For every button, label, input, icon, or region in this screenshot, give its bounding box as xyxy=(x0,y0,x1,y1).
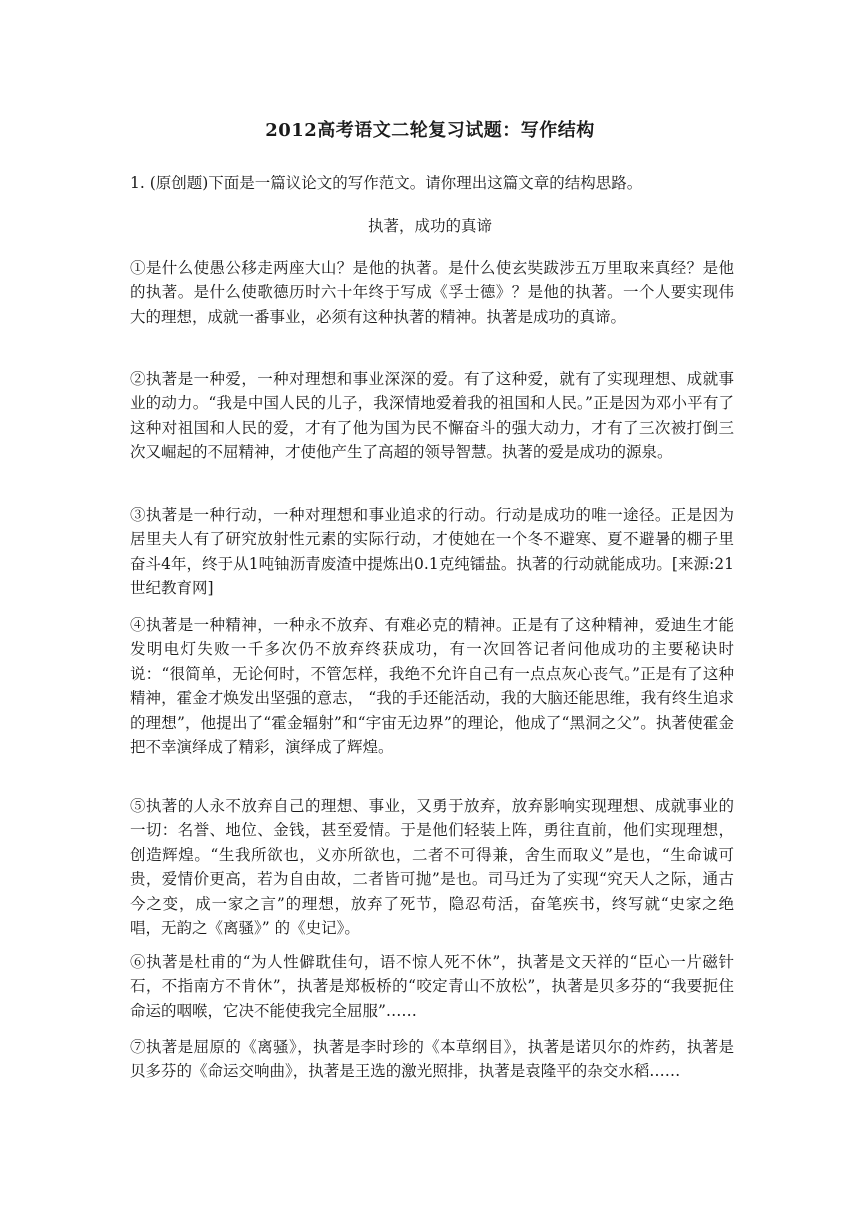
document-title: 2012高考语文二轮复习试题：写作结构 xyxy=(265,120,595,141)
question-prompt: 1. (原创题)下面是一篇议论文的写作范文。请你理出这篇文章的结构思路。 xyxy=(130,174,643,192)
essay-paragraph-4: ④执著是一种精神，一种永不放弃、有难必克的精神。正是有了这种精神，爱迪生才能发明电灯失败一千多次仍不放弃终获成功，有一次回答记者问他成功的主要秘诀时说：“很简单，无论何时，不管怎样，我绝不允许自己有一点点灰心丧气。”正是有了这种精神，霍金才焕发出坚强的意志， “我的手还能活动，我的大脑还能思维，我有终生追求的理想”，他提出了“霍金辐射”和“宇宙无边界”的理论，他成了“黑洞之父”。执著使霍金把不幸演绎成了精彩，演绎成了辉煌。 xyxy=(130,616,734,757)
essay-paragraph-5: ⑤执著的人永不放弃自己的理想、事业，又勇于放弃，放弃影响实现理想、成就事业的一切：名誉、地位、金钱，甚至爱情。于是他们轻装上阵，勇往直前，他们实现理想，创造辉煌。“生我所欲也，义亦所欲也，二者不可得兼，舍生而取义”是也，“生命诚可贵，爱情价更高，若为自由故，二者皆可抛”是也。司马迁为了实现“究天人之际，通古今之变，成一家之言”的理想，放弃了死节，隐忍苟活，奋笔疾书，终写就“史家之绝唱，无韵之《离骚》” 的《史记》。 xyxy=(130,797,734,938)
essay-paragraph-3: ③执著是一种行动，一种对理想和事业追求的行动。行动是成功的唯一途径。正是因为居里夫人有了研究放射性元素的实际行动，才使她在一个冬不避寒、夏不避暑的棚子里奋斗4年，终于从1吨铀沥青废渣中提炼出0.1克纯镭盐。执著的行动就能成功。[来源:21世纪教育网] xyxy=(130,506,734,598)
essay-paragraph-7: ⑦执著是屈原的《离骚》，执著是李时珍的《本草纲目》，执著是诺贝尔的炸药，执著是贝多芬的《命运交响曲》，执著是王选的激光照排，执著是袁隆平的杂交水稻…… xyxy=(130,1038,734,1081)
essay-title: 执著，成功的真谛 xyxy=(367,217,492,235)
essay-paragraph-6: ⑥执著是杜甫的“为人性僻耽佳句，语不惊人死不休”，执著是文天祥的“臣心一片磁针石，不指南方不肯休”，执著是郑板桥的“咬定青山不放松”，执著是贝多芬的“我要扼住命运的咽喉，它决不能使我完全屈服”…… xyxy=(130,953,734,1020)
essay-paragraph-1: ①是什么使愚公移走两座大山？是他的执著。是什么使玄奘跋涉五万里取来真经？是他的执著。是什么使歌德历时六十年终于写成《孚士德》？是他的执著。一个人要实现伟大的理想，成就一番事业，必须有这种执著的精神。执著是成功的真谛。 xyxy=(130,259,734,326)
essay-paragraph-2: ②执著是一种爱，一种对理想和事业深深的爱。有了这种爱，就有了实现理想、成就事业的动力。“我是中国人民的儿子，我深情地爱着我的祖国和人民。”正是因为邓小平有了这种对祖国和人民的爱，才有了他为国为民不懈奋斗的强大动力，才有了三次被打倒三次又崛起的不屈精神，才使他产生了高超的领导智慧。执著的爱是成功的源泉。 xyxy=(130,370,734,462)
